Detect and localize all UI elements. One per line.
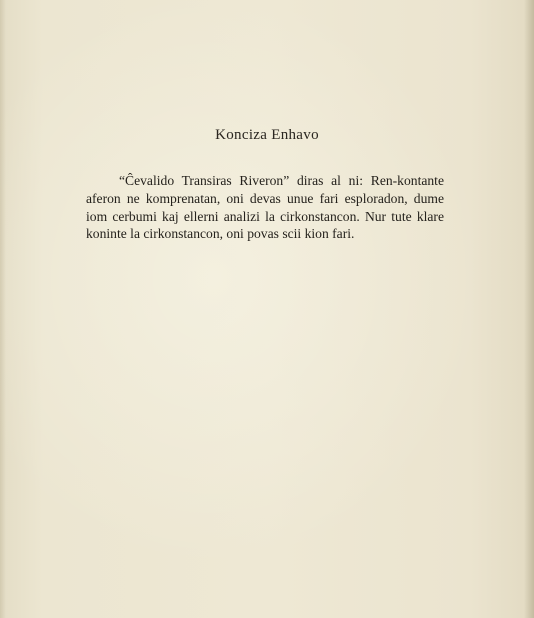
- page-edge-shadow: [524, 0, 534, 618]
- page-title: Konciza Enhavo: [215, 127, 319, 143]
- page-left-edge: [0, 0, 6, 618]
- summary-paragraph: “Ĉevalido Transiras Riveron” diras al ni: Ren-kontante aferon ne komprenatan, oni devas unue fari esploradon, dume iom cerbumi kaj ellerni analizi la cirkonstancon. Nur tute klare koninte la cirkonstancon, oni povas scii kion fari.: [86, 173, 444, 242]
